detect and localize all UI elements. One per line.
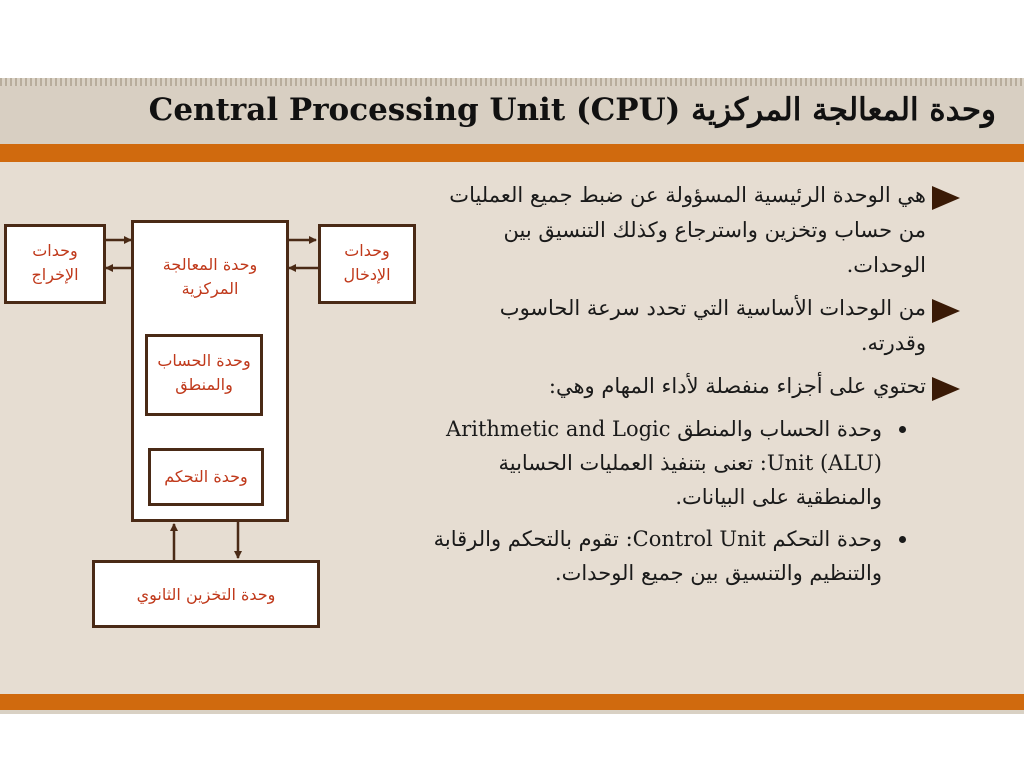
dot-bullet-icon — [899, 426, 906, 433]
dot-bullet-icon — [899, 536, 906, 543]
sub-bullet-text: وحدة الحساب والمنطق Arithmetic and Logic Unit (ALU): تعنى بتنفيذ العمليات الحسابية والمنطقية على البيانات. — [446, 417, 882, 509]
bullet-item — [430, 291, 960, 361]
accent-bar-bottom — [0, 694, 1024, 710]
bullet-item — [430, 369, 960, 404]
arrow-bullet-icon — [932, 377, 960, 401]
secondary-storage-box — [92, 560, 320, 628]
alu-label: وحدة الحساب والمنطق — [157, 351, 251, 394]
output-unit-box — [4, 224, 106, 304]
bullet-text: تحتوي على أجزاء منفصلة لأداء المهام وهي: — [548, 374, 926, 398]
control-unit-box — [148, 448, 264, 506]
control-unit-label: وحدة التحكم — [164, 467, 248, 486]
arrow-bullet-icon — [932, 299, 960, 323]
arrow-bullet-icon — [932, 186, 960, 210]
sub-bullet-item — [430, 522, 960, 590]
bullet-item — [430, 178, 960, 283]
input-unit-label: وحدات الإدخال — [343, 241, 391, 284]
sub-bullet-text: وحدة التحكم Control Unit: تقوم بالتحكم والرقابة والتنظيم والتنسيق بين جميع الوحدات. — [433, 527, 882, 585]
cpu-label: وحدة المعالجة المركزية — [162, 255, 258, 298]
alu-box — [145, 334, 263, 416]
bullet-list — [430, 178, 960, 598]
secondary-storage-label: وحدة التخزين الثانوي — [136, 585, 276, 604]
output-unit-label: وحدات الإخراج — [31, 241, 79, 284]
bullet-text: من الوحدات الأساسية التي تحدد سرعة الحاسوب وقدرته. — [499, 296, 926, 355]
bullet-text: هي الوحدة الرئيسية المسؤولة عن ضبط جميع العمليات من حساب وتخزين واسترجاع وكذلك التنسيق بين الوحدات. — [449, 183, 926, 277]
page-title: Central Processing Unit (CPU) وحدة المعالجة المركزية — [148, 92, 996, 128]
sub-bullet-item — [430, 412, 960, 514]
input-unit-box — [318, 224, 416, 304]
decorative-stripe-bottom — [0, 710, 1024, 714]
